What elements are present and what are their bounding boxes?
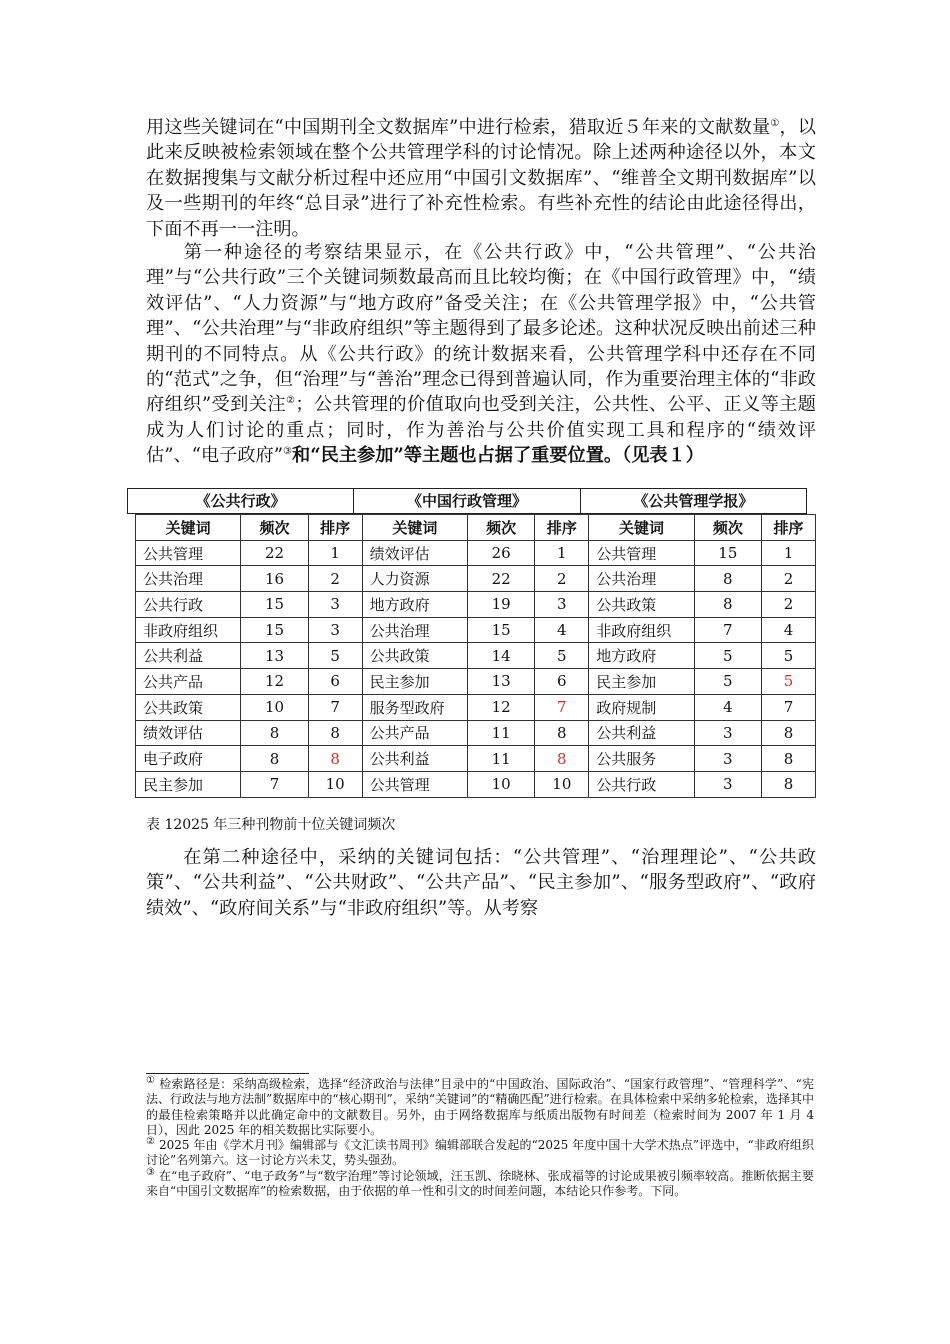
rank-cell: 3 (308, 592, 362, 618)
frequency-cell: 8 (241, 746, 308, 772)
rank-cell: 5 (762, 643, 816, 669)
column-header: 频次 (468, 515, 535, 541)
rank-cell: 3 (308, 617, 362, 643)
paragraph-2 (146, 240, 816, 469)
footnote-1 (146, 1077, 814, 1138)
column-header: 排序 (308, 515, 362, 541)
keyword-cell: 公共服务 (589, 746, 694, 772)
footnote-ref-1[interactable]: ① (770, 117, 780, 129)
rank-cell: 4 (762, 617, 816, 643)
keyword-cell: 公共管理 (589, 540, 694, 566)
paragraph-1-text-rest: ，以此来反映被检索领域在整个公共管理学科的讨论情况。除上述两种途径以外，本文在数据搜集与文献分析过程中还应用“中国引文数据库”、“维普全文期刊数据库”以及一些期刊的年终“总目录”进行了补充性检索。有些补充性的结论由此途径得出，下面不再一一注明。 (146, 117, 816, 240)
keyword-cell: 电子政府 (136, 746, 241, 772)
footnote-2-mark: ② (146, 1136, 156, 1148)
keyword-cell: 人力资源 (362, 566, 467, 592)
keyword-cell: 绩效评估 (136, 720, 241, 746)
table-journal-header (127, 488, 807, 514)
rank-cell: 10 (535, 771, 589, 797)
frequency-cell: 10 (468, 771, 535, 797)
column-header: 频次 (694, 515, 761, 541)
table-row (136, 566, 816, 592)
column-header: 排序 (762, 515, 816, 541)
journal-title-1: 《公共行政》 (195, 492, 286, 510)
rank-cell: 7 (762, 694, 816, 720)
frequency-cell: 15 (468, 617, 535, 643)
rank-cell: 5 (762, 669, 816, 695)
keyword-cell: 公共治理 (589, 566, 694, 592)
rank-cell: 8 (535, 720, 589, 746)
rank-cell: 2 (762, 592, 816, 618)
frequency-cell: 15 (241, 617, 308, 643)
table-row (136, 592, 816, 618)
keyword-cell: 地方政府 (362, 592, 467, 618)
table-row (136, 771, 816, 797)
footnotes (146, 1077, 814, 1199)
frequency-cell: 3 (694, 771, 761, 797)
rank-cell: 3 (535, 592, 589, 618)
rank-cell: 1 (308, 540, 362, 566)
footnote-ref-3[interactable]: ③ (283, 446, 292, 458)
journal-title-3: 《公共管理学报》 (580, 489, 806, 513)
frequency-cell: 26 (468, 540, 535, 566)
keyword-cell: 公共管理 (136, 540, 241, 566)
frequency-cell: 5 (694, 643, 761, 669)
frequency-cell: 12 (241, 669, 308, 695)
paragraph-1-text: 用这些关键词在“中国期刊全文数据库”中进行检索，猎取近５年来的文献数量 (146, 117, 771, 138)
frequency-cell: 7 (694, 617, 761, 643)
frequency-cell: 12 (468, 694, 535, 720)
rank-cell: 8 (762, 771, 816, 797)
frequency-cell: 8 (241, 720, 308, 746)
keyword-cell: 民主参加 (362, 669, 467, 695)
keyword-cell: 公共政策 (136, 694, 241, 720)
footnote-ref-2[interactable]: ② (285, 395, 296, 407)
keyword-cell: 公共行政 (136, 592, 241, 618)
keyword-cell: 公共政策 (362, 643, 467, 669)
footnote-3-text: 在“电子政府”、“电子政务”与“数字治理”等讨论领域，汪玉凯、徐晓林、张成福等的讨论成果被引频率较高。推断依据主要来自“中国引文数据库”的检索数据，由于依据的单一性和引文的时间差问题，本结论只作参考。下同。 (146, 1168, 814, 1199)
frequency-cell: 22 (468, 566, 535, 592)
frequency-cell: 5 (694, 669, 761, 695)
footnote-1-text: 检索路径是：采纳高级检索，选择“经济政治与法律”目录中的“中国政治、国际政治”、“国家行政管理”、“管理科学”、“宪法、行政法与地方法制”数据库中的“核心期刊”，采纳“关键词”的“精确匹配”进行检索。在具体检索中采纳多轮检索，选择其中的最佳检索策略并以此确定命中的文献数目。另外，由于网络数据库与纸质出版物有时间差（检索时间为 2007 年 1 月 4 日），因此 2025 年的相关数据比实际要小。 (146, 1077, 814, 1137)
column-header: 关键词 (589, 515, 694, 541)
table-row (136, 643, 816, 669)
keyword-cell: 公共行政 (589, 771, 694, 797)
rank-cell: 2 (535, 566, 589, 592)
rank-cell: 2 (762, 566, 816, 592)
keyword-cell: 公共利益 (589, 720, 694, 746)
rank-cell: 8 (535, 746, 589, 772)
keyword-cell: 公共管理 (362, 771, 467, 797)
keyword-cell: 非政府组织 (589, 617, 694, 643)
keyword-cell: 公共治理 (362, 617, 467, 643)
rank-cell: 1 (535, 540, 589, 566)
rank-cell: 1 (762, 540, 816, 566)
frequency-cell: 13 (468, 669, 535, 695)
keyword-cell: 公共产品 (136, 669, 241, 695)
frequency-cell: 19 (468, 592, 535, 618)
keyword-cell: 公共政策 (589, 592, 694, 618)
column-header: 排序 (535, 515, 589, 541)
rank-cell: 6 (535, 669, 589, 695)
frequency-cell: 3 (694, 720, 761, 746)
column-header: 关键词 (136, 515, 241, 541)
table-row (136, 617, 816, 643)
frequency-cell: 7 (241, 771, 308, 797)
frequency-cell: 15 (241, 592, 308, 618)
paragraph-2-text: 第一种途径的考察结果显示，在《公共行政》中，“公共管理”、“公共治理”与“公共行政”三个关键词频数最高而且比较均衡；在《中国行政管理》中，“绩效评估”、“人力资源”与“地方政府”备受关注；在《公共管理学报》中，“公共管理”、“公共治理”与“非政府组织”等主题得到了最多论述。这种状况反映出前述三种期刊的不同特点。从《公共行政》的统计数据来看，公共管理学科中还存在不同的“范式”之争，但“治理”与“善治”理念已得到普遍认同，作为重要治理主体的“非政府组织”受到关注 (146, 242, 816, 416)
keyword-cell: 公共产品 (362, 720, 467, 746)
table-header-row (136, 515, 816, 541)
rank-cell: 7 (308, 694, 362, 720)
journal-title-2: 《中国行政管理》 (353, 489, 579, 513)
keyword-cell: 公共利益 (136, 643, 241, 669)
footnote-3-mark: ③ (146, 1166, 156, 1178)
paragraph-3-text: 在第二种途径中，采纳的关键词包括：“公共管理”、“治理理论”、“公共政策”、“公共利益”、“公共财政”、“公共产品”、“民主参加”、“服务型政府”、“政府绩效”、“政府间关系”与“非政府组织”等。从考察 (146, 847, 816, 919)
footnote-2 (146, 1138, 814, 1169)
frequency-cell: 22 (241, 540, 308, 566)
keyword-cell: 公共利益 (362, 746, 467, 772)
table-row (136, 669, 816, 695)
paragraph-2-text-mid: ；公共管理的价值取向也受到关注，公共性、公平、正义等主题成为人们讨论的重点；同时，作为善治与公共价值实现工具和程序的“绩效评估”、“电子政府” (146, 394, 816, 467)
rank-cell: 8 (308, 720, 362, 746)
frequency-cell: 13 (241, 643, 308, 669)
rank-cell: 8 (762, 720, 816, 746)
keyword-cell: 政府规制 (589, 694, 694, 720)
keyword-cell: 民主参加 (589, 669, 694, 695)
table-row (136, 746, 816, 772)
rank-cell: 2 (308, 566, 362, 592)
keyword-cell: 服务型政府 (362, 694, 467, 720)
frequency-cell: 8 (694, 592, 761, 618)
keyword-frequency-table (135, 514, 816, 798)
rank-cell: 4 (535, 617, 589, 643)
footnote-2-text: 2025 年由《学术月刊》编辑部与《文汇读书周刊》编辑部联合发起的“2025 年度中国十大学术热点”评选中，“非政府组织讨论”名列第六。这一讨论方兴未艾，势头强劲。 (146, 1138, 814, 1168)
table-caption: 表 12025 年三种刊物前十位关键词频次 (146, 817, 396, 833)
rank-cell: 6 (308, 669, 362, 695)
table-row (136, 720, 816, 746)
frequency-cell: 4 (694, 694, 761, 720)
rank-cell: 10 (308, 771, 362, 797)
frequency-cell: 3 (694, 746, 761, 772)
rank-cell: 7 (535, 694, 589, 720)
frequency-cell: 15 (694, 540, 761, 566)
rank-cell: 5 (308, 643, 362, 669)
keyword-cell: 民主参加 (136, 771, 241, 797)
keyword-cell: 非政府组织 (136, 617, 241, 643)
footnote-separator (146, 1073, 309, 1074)
rank-cell: 5 (535, 643, 589, 669)
column-header: 频次 (241, 515, 308, 541)
table-row (136, 540, 816, 566)
frequency-cell: 11 (468, 720, 535, 746)
rank-cell: 8 (308, 746, 362, 772)
keyword-cell: 地方政府 (589, 643, 694, 669)
keyword-cell: 绩效评估 (362, 540, 467, 566)
frequency-cell: 16 (241, 566, 308, 592)
frequency-cell: 8 (694, 566, 761, 592)
frequency-cell: 14 (468, 643, 535, 669)
paragraph-1 (146, 115, 816, 242)
keyword-cell: 公共治理 (136, 566, 241, 592)
frequency-cell: 10 (241, 694, 308, 720)
paragraph-3 (146, 845, 816, 921)
footnote-3 (146, 1166, 814, 1200)
frequency-cell: 11 (468, 746, 535, 772)
rank-cell: 8 (762, 746, 816, 772)
column-header: 关键词 (362, 515, 467, 541)
paragraph-2-bold-text: 和“民主参加”等主题也占据了重要位置。（见表１） (292, 445, 704, 467)
footnote-1-mark: ① (146, 1075, 156, 1086)
table-row (136, 694, 816, 720)
